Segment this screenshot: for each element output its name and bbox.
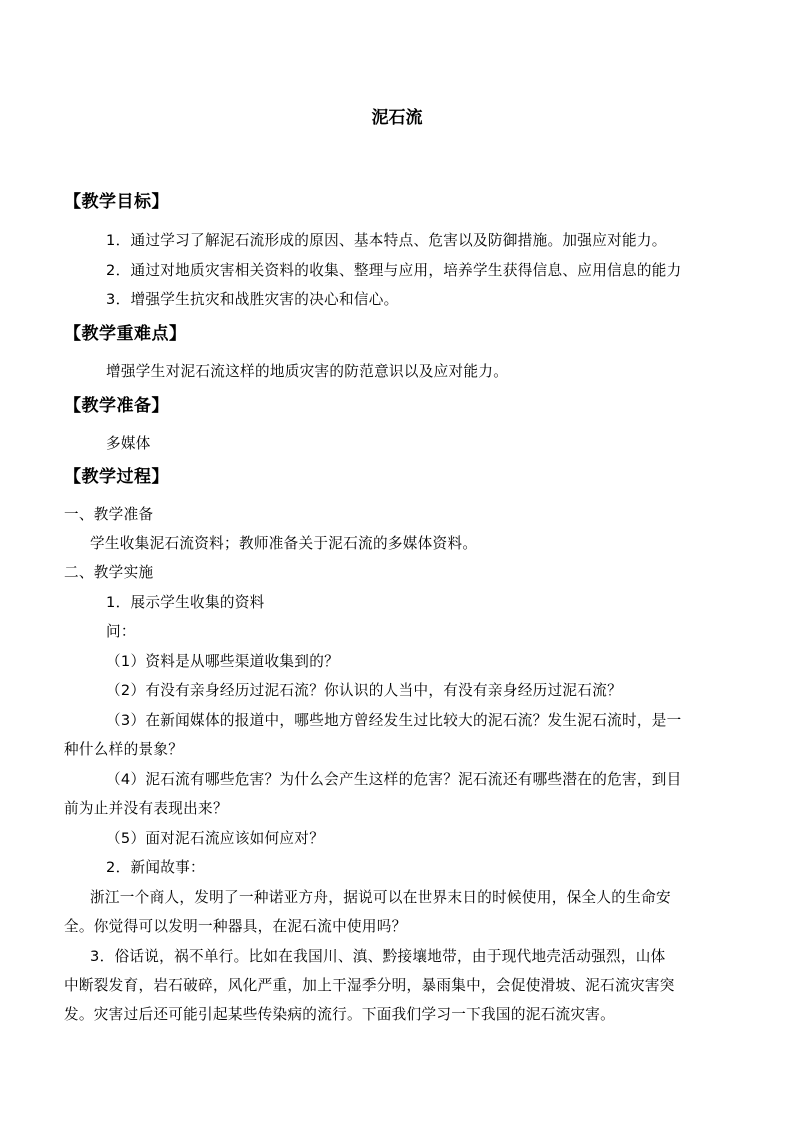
objective-item-3: 3．增强学生抗灾和战胜灾害的决心和信心。: [106, 291, 399, 308]
process-line: （5）面对泥石流应该如何应对？: [106, 830, 325, 847]
section-heading-key-points: 【教学重难点】: [64, 324, 187, 344]
process-line: 中断裂发育，岩石破碎，风化严重，加上干湿季分明，暴雨集中，会促使滑坡、泥石流灾害突: [64, 977, 675, 994]
preparation-text: 多媒体: [106, 435, 151, 452]
process-line: 前为止并没有表现出来？: [64, 800, 228, 817]
process-line: 浙江一个商人，发明了一种诺亚方舟，据说可以在世界末日的时候使用，保全人的生命安: [90, 889, 671, 906]
process-line: 发。灾害过后还可能引起某些传染病的流行。下面我们学习一下我国的泥石流灾害。: [64, 1006, 616, 1023]
process-line: （3）在新闻媒体的报道中，哪些地方曾经发生过比较大的泥石流？发生泥石流时，是一: [106, 712, 682, 729]
process-line: （4）泥石流有哪些危害？为什么会产生这样的危害？泥石流还有哪些潜在的危害，到目: [106, 771, 682, 788]
process-line: 全。你觉得可以发明一种器具，在泥石流中使用吗？: [64, 918, 407, 935]
process-line: 种什么样的景象？: [64, 741, 184, 758]
process-line: 1．展示学生收集的资料: [106, 594, 265, 611]
objective-item-2: 2．通过对地质灾害相关资料的收集、整理与应用，培养学生获得信息、应用信息的能力: [106, 262, 682, 279]
process-line: 二、教学实施: [64, 564, 154, 581]
page-title: 泥石流: [371, 108, 423, 128]
section-heading-preparation: 【教学准备】: [64, 396, 169, 416]
key-points-text: 增强学生对泥石流这样的地质灾害的防范意识以及应对能力。: [106, 363, 509, 380]
objective-item-1: 1．通过学习了解泥石流形成的原因、基本特点、危害以及防御措施。加强应对能力。: [106, 232, 667, 249]
section-heading-process: 【教学过程】: [64, 467, 169, 487]
process-line: 一、教学准备: [64, 506, 154, 523]
process-line: 学生收集泥石流资料；教师准备关于泥石流的多媒体资料。: [90, 535, 478, 552]
process-line: （1）资料是从哪些渠道收集到的？: [106, 653, 339, 670]
process-line: 问：: [106, 623, 136, 640]
process-line: 3．俗话说，祸不单行。比如在我国川、滇、黔接壤地带，由于现代地壳活动强烈，山体: [90, 948, 666, 965]
section-heading-objectives: 【教学目标】: [64, 192, 169, 212]
process-line: （2）有没有亲身经历过泥石流？你认识的人当中，有没有亲身经历过泥石流？: [106, 682, 622, 699]
process-line: 2．新闻故事：: [106, 859, 205, 876]
